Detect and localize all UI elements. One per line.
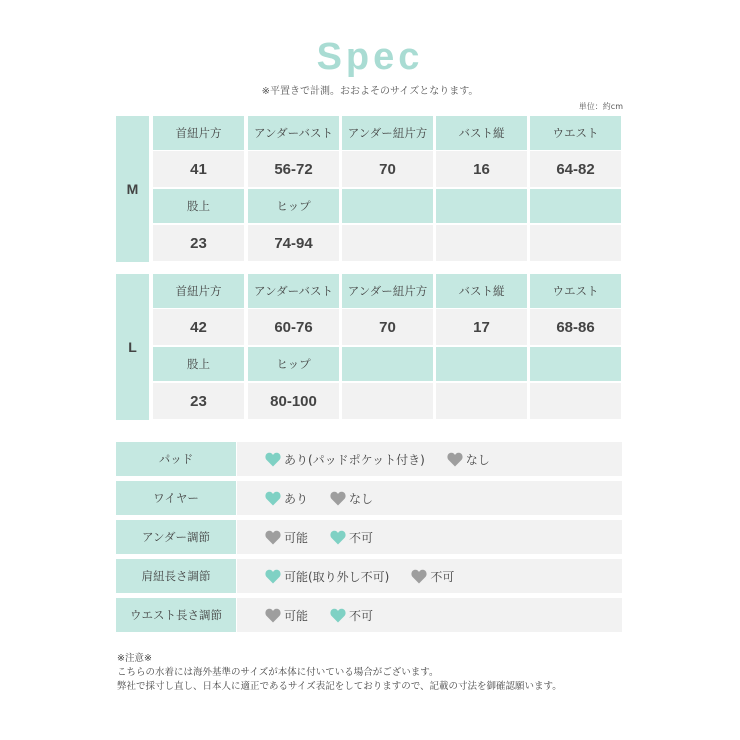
spec-header-cell: アンダーバスト [248, 116, 339, 150]
spec-value-cell: 74-94 [248, 225, 339, 261]
note-heading: ※注意※ [117, 653, 152, 664]
spec-value-cell [342, 225, 433, 261]
spec-header-cell: 首紐片方 [153, 274, 244, 308]
feature-option [330, 490, 373, 507]
feature-option-label: あり [284, 491, 309, 506]
feature-label: ウエスト長さ調節 [116, 598, 236, 632]
feature-option-label: 可能 [284, 530, 309, 545]
spec-value-cell: 23 [153, 225, 244, 261]
spec-value-cell: 80-100 [248, 383, 339, 419]
spec-header-cell: 股上 [153, 189, 244, 223]
measurement-note: ※平置きで計測。おおよそのサイズとなります。 [261, 86, 479, 97]
feature-option-label: 可能 [284, 608, 309, 623]
feature-options [237, 559, 622, 593]
spec-value-cell: 23 [153, 383, 244, 419]
feature-option-label: あり(パッドポケット付き) [284, 452, 425, 467]
heart-unselected-icon [447, 452, 463, 467]
feature-option-label: 不可 [430, 569, 455, 584]
spec-header-cell [436, 347, 527, 381]
feature-row [116, 559, 622, 593]
feature-row [116, 598, 622, 632]
spec-value-cell [436, 383, 527, 419]
feature-option-label: なし [465, 452, 490, 467]
heart-selected-icon [265, 452, 281, 467]
spec-header-cell [436, 189, 527, 223]
spec-header-cell [342, 189, 433, 223]
spec-value-cell: 41 [153, 151, 244, 187]
heart-unselected-icon [330, 491, 346, 506]
feature-option-label: なし [349, 491, 374, 506]
spec-value-cell: 64-82 [530, 151, 621, 187]
spec-header-cell: バスト縦 [436, 116, 527, 150]
feature-option [411, 568, 454, 585]
spec-header-cell: ヒップ [248, 189, 339, 223]
spec-header-cell [530, 189, 621, 223]
spec-value-cell: 70 [342, 151, 433, 187]
heart-unselected-icon [411, 569, 427, 584]
spec-value-cell: 17 [436, 309, 527, 345]
spec-value-cell [436, 225, 527, 261]
feature-option [265, 568, 389, 585]
spec-header-cell [342, 347, 433, 381]
spec-header-cell: アンダー紐片方 [342, 116, 433, 150]
feature-label: アンダー調節 [116, 520, 236, 554]
spec-header-cell [530, 347, 621, 381]
feature-options [237, 520, 622, 554]
spec-value-cell: 68-86 [530, 309, 621, 345]
feature-label: 肩紐長さ調節 [116, 559, 236, 593]
feature-option [265, 490, 308, 507]
note-line: こちらの水着には海外基準のサイズが本体に付いている場合がございます。 [117, 667, 439, 678]
size-label: L [116, 274, 149, 420]
spec-value-cell [342, 383, 433, 419]
spec-header-cell: アンダーバスト [248, 274, 339, 308]
spec-value-cell: 56-72 [248, 151, 339, 187]
size-table-m [116, 116, 622, 262]
spec-header-cell: ウエスト [530, 116, 621, 150]
unit-label: 単位：約cm [578, 102, 623, 111]
feature-label: パッド [116, 442, 236, 476]
spec-header-cell: 股上 [153, 347, 244, 381]
feature-row [116, 442, 622, 476]
heart-selected-icon [265, 569, 281, 584]
note-line: 弊社で採寸し直し、日本人に適正であるサイズ表記をしておりますので、記載の寸法を御確認願います。 [117, 681, 562, 692]
spec-value-cell [530, 225, 621, 261]
feature-options [237, 598, 622, 632]
spec-value-cell: 70 [342, 309, 433, 345]
page-title: Spec [316, 36, 424, 78]
feature-option [265, 451, 425, 468]
feature-option-label: 可能(取り外し不可) [284, 569, 390, 584]
feature-option [330, 607, 373, 624]
feature-options [237, 481, 622, 515]
heart-unselected-icon [265, 530, 281, 545]
feature-row [116, 520, 622, 554]
heart-selected-icon [330, 608, 346, 623]
heart-selected-icon [330, 530, 346, 545]
spec-header-cell: アンダー紐片方 [342, 274, 433, 308]
heart-unselected-icon [265, 608, 281, 623]
notes [117, 652, 562, 694]
feature-option-label: 不可 [349, 608, 374, 623]
spec-header-cell: バスト縦 [436, 274, 527, 308]
feature-option [447, 451, 490, 468]
feature-option [330, 529, 373, 546]
feature-option-label: 不可 [349, 530, 374, 545]
spec-value-cell: 16 [436, 151, 527, 187]
size-table-l [116, 274, 622, 420]
feature-options [237, 442, 622, 476]
spec-value-cell: 42 [153, 309, 244, 345]
feature-option [265, 607, 308, 624]
feature-row [116, 481, 622, 515]
spec-value-cell [530, 383, 621, 419]
heart-selected-icon [265, 491, 281, 506]
size-label: M [116, 116, 149, 262]
feature-option [265, 529, 308, 546]
feature-label: ワイヤー [116, 481, 236, 515]
spec-header-cell: ヒップ [248, 347, 339, 381]
spec-header-cell: ウエスト [530, 274, 621, 308]
spec-value-cell: 60-76 [248, 309, 339, 345]
spec-header-cell: 首紐片方 [153, 116, 244, 150]
